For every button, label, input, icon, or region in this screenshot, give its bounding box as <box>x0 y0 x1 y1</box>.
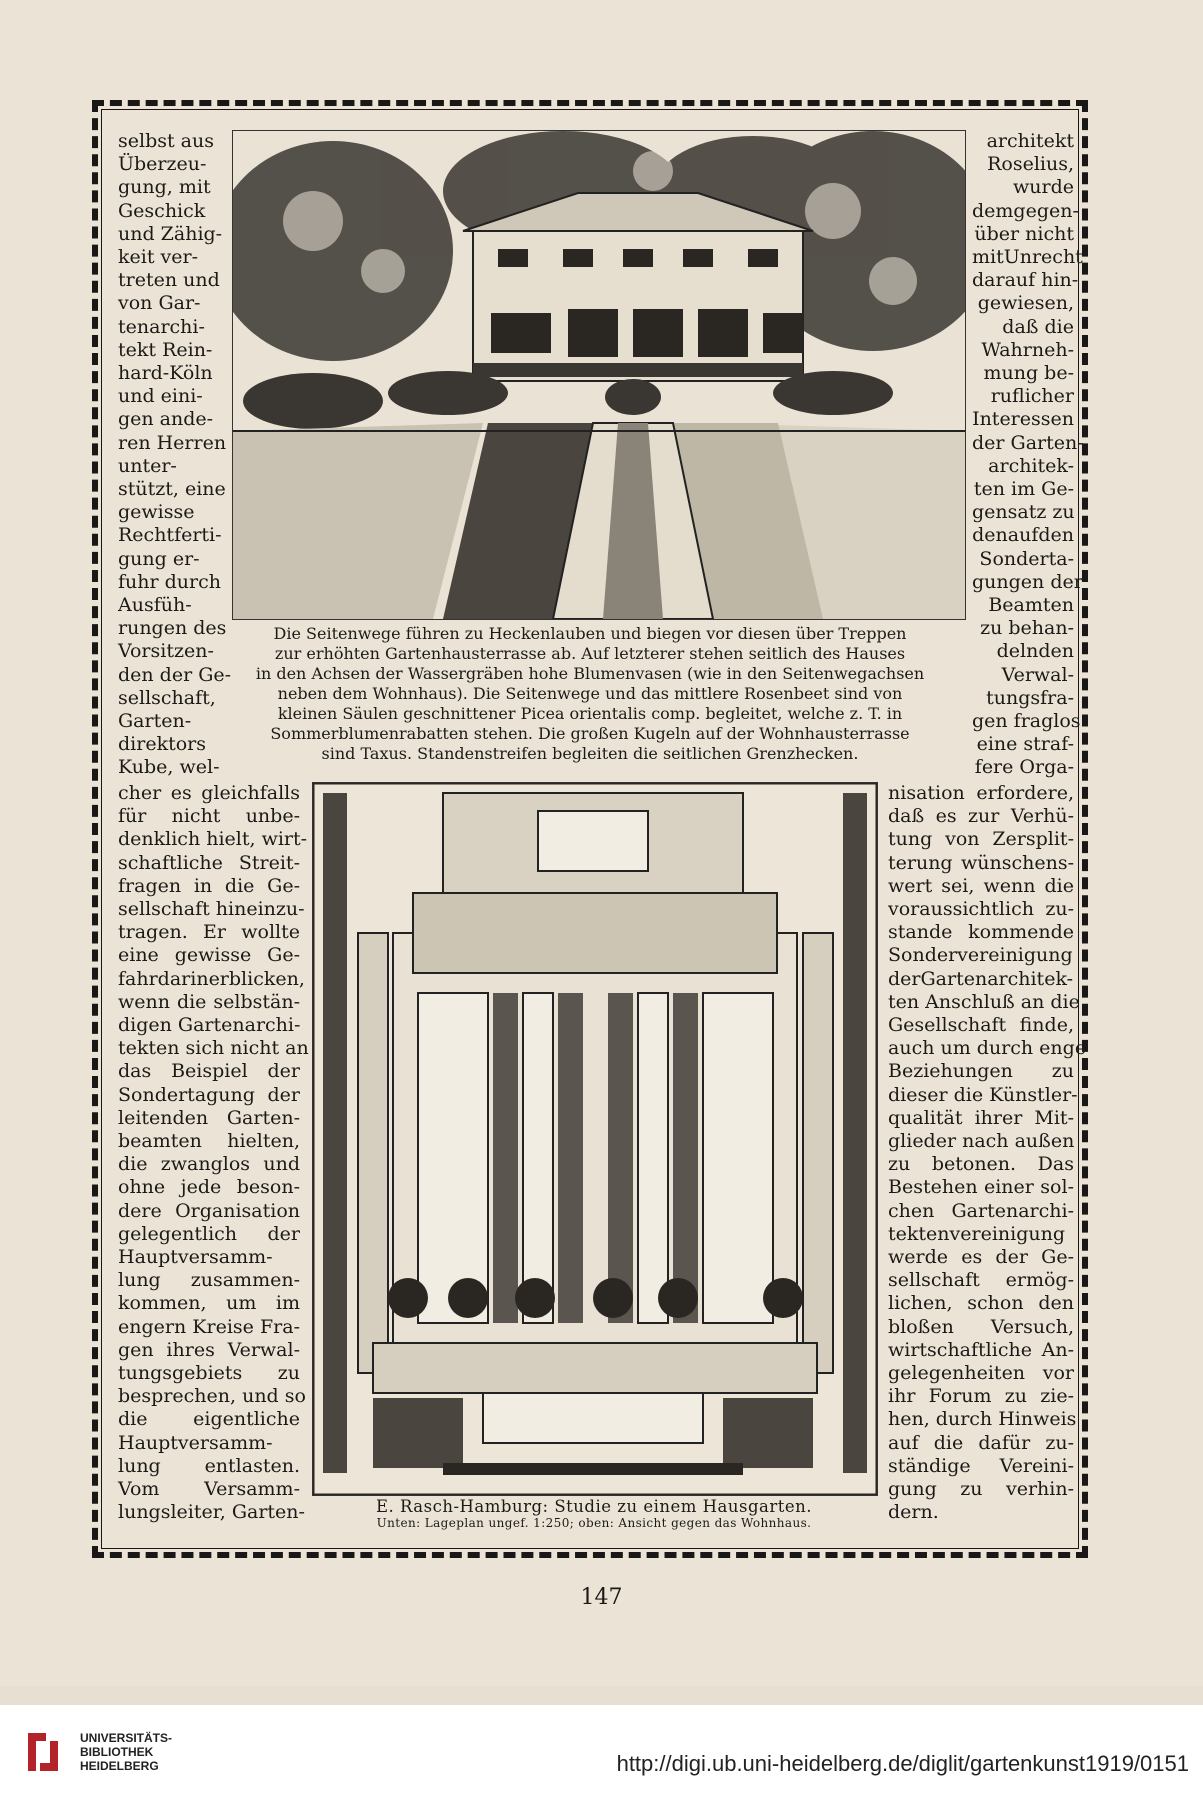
text-line: den der Ge- <box>118 663 232 686</box>
text-line: selbst aus <box>118 130 214 152</box>
text-line: Beamten <box>988 594 1074 617</box>
text-line: zu betonen. Das <box>888 1153 1074 1176</box>
text-line: Garten- <box>118 710 192 733</box>
text-line: Gesellschaft finde, <box>888 1014 1074 1037</box>
garden-plan-illustration <box>312 782 878 1496</box>
text-line: tenarchi- <box>118 315 205 338</box>
page-number: 147 <box>580 1585 623 1610</box>
text-line: gen ihres Verwal- <box>118 1338 300 1361</box>
text-line: ruflicher <box>990 385 1074 408</box>
left-column-bottom <box>118 782 309 1525</box>
text-line: und Zähig- <box>118 222 223 245</box>
text-line: hen, durch Hinweis <box>888 1408 1077 1431</box>
text-line: sellschaft hineinzu- <box>118 898 305 921</box>
text-line: Geschick <box>118 199 206 222</box>
text-line: Kube, wel- <box>118 756 220 779</box>
text-line: eine gewisse Ge- <box>118 944 300 967</box>
text-line: Rechtferti- <box>118 524 222 547</box>
text-line: gewisse <box>118 501 195 524</box>
caption-line: kleinen Säulen geschnittener Picea orientalis comp. begleitet, welche z. T. in <box>277 704 903 723</box>
text-line: fere Orga- <box>974 756 1074 779</box>
text-line: ihr Forum zu zie- <box>888 1385 1074 1408</box>
text-line: beamten hielten, <box>118 1130 300 1153</box>
library-line-1: UNIVERSITÄTS- <box>80 1731 173 1745</box>
caption-subtitle: Unten: Lageplan ungef. 1:250; oben: Ansicht gegen das Wohnhaus. <box>376 1516 812 1530</box>
text-line: leitenden Garten- <box>118 1106 300 1129</box>
text-line: unter- <box>118 454 177 477</box>
text-line: ten im Ge- <box>973 478 1074 501</box>
text-line: direktors <box>118 733 206 756</box>
text-line: Sonderta- <box>979 547 1074 570</box>
text-line: das Beispiel der <box>118 1060 300 1083</box>
text-line: daß es zur Verhü- <box>888 805 1074 828</box>
text-line: Bestehen einer sol- <box>888 1176 1074 1199</box>
text-line: wurde <box>1013 176 1074 199</box>
caption-title: E. Rasch-Hamburg: Studie zu einem Hausgarten. <box>375 1497 813 1516</box>
text-line: demgegen- <box>972 199 1079 222</box>
text-line: lichen, schon den <box>888 1292 1074 1315</box>
text-line: werde es der Ge- <box>888 1246 1074 1269</box>
text-line: dern. <box>888 1501 939 1524</box>
text-line: gensatz zu <box>972 501 1075 524</box>
text-line: architek- <box>988 454 1074 477</box>
text-line: Vom Versamm- <box>118 1478 300 1501</box>
text-line: kommen, um im <box>118 1292 300 1315</box>
text-line: gelegenheiten vor <box>888 1362 1074 1385</box>
text-line: cher es gleichfalls <box>118 782 300 804</box>
source-url-link[interactable]: http://digi.ub.uni-heidelberg.de/diglit/gartenkunst1919/0151 <box>616 1751 1189 1776</box>
left-column-top <box>118 130 232 780</box>
text-line: delnden <box>996 640 1074 663</box>
garden-perspective-illustration <box>232 130 966 620</box>
text-line: tungsgebiets zu <box>118 1362 300 1385</box>
text-line: glieder nach außen <box>888 1130 1075 1153</box>
text-line: gungen der <box>972 570 1083 593</box>
text-line: eine straf- <box>976 733 1074 756</box>
text-line: stande kommende <box>888 921 1074 944</box>
text-line: lungsleiter, Garten- <box>118 1501 305 1524</box>
text-line: die zwanglos und <box>118 1153 300 1176</box>
text-line: gewiesen, <box>977 292 1074 315</box>
text-line: dere Organisation <box>118 1199 300 1222</box>
text-line: wenn die selbstän- <box>118 990 300 1013</box>
text-line: auch um durch enge <box>888 1037 1087 1060</box>
text-line: lung zusammen- <box>118 1269 300 1292</box>
text-line: tungsfra- <box>986 686 1074 709</box>
library-line-2: BIBLIOTHEK <box>80 1745 154 1759</box>
text-line: tektenvereinigung <box>888 1222 1066 1245</box>
text-line: ohne jede beson- <box>118 1176 300 1199</box>
text-line: Roselius, <box>987 153 1074 176</box>
text-line: gelegentlich der <box>118 1222 300 1245</box>
text-line: lung entlasten. <box>118 1454 300 1477</box>
text-line: architekt <box>986 130 1074 152</box>
text-line: fahrdarinerblicken, <box>118 967 305 990</box>
text-line: wirtschaftliche An- <box>888 1338 1074 1361</box>
illustration-caption-top <box>232 624 948 764</box>
text-line: fragen in die Ge- <box>118 874 300 897</box>
text-line: auf die dafür zu- <box>888 1431 1074 1454</box>
library-line-3: HEIDELBERG <box>80 1759 159 1773</box>
caption-line: neben dem Wohnhaus). Die Seitenwege und das mittlere Rosenbeet sind von <box>277 684 903 703</box>
text-line: sellschaft ermög- <box>888 1269 1074 1292</box>
text-line: bloßen Versuch, <box>888 1315 1074 1338</box>
text-line: gen ande- <box>118 408 214 431</box>
text-line: denaufden <box>972 524 1074 547</box>
text-line: engern Kreise Fra- <box>118 1315 300 1338</box>
text-line: gung, mit <box>118 176 211 199</box>
text-line: Verwal- <box>1001 663 1074 686</box>
text-line: treten und <box>118 269 220 292</box>
text-line: Sondervereinigung <box>888 944 1073 967</box>
text-line: voraussichtlich zu- <box>888 898 1074 921</box>
text-line: daß die <box>1002 315 1074 338</box>
text-line: besprechen, und so <box>118 1385 306 1408</box>
text-line: denklich hielt, wirt- <box>118 828 308 851</box>
text-line: derGartenarchitek- <box>888 967 1074 990</box>
caption-line: zur erhöhten Gartenhausterrasse ab. Auf letzterer stehen seitlich des Hauses <box>274 644 906 663</box>
caption-line: in den Achsen der Wassergräben hohe Blumenvasen (wie in den Seitenwegachsen <box>255 664 925 683</box>
text-line: für nicht unbe- <box>118 805 300 828</box>
text-line: fuhr durch <box>118 570 221 593</box>
text-line: von Gar- <box>118 292 201 315</box>
text-line: nisation erfordere, <box>888 782 1074 804</box>
text-line: zu behan- <box>980 617 1074 640</box>
text-line: wert sei, wenn die <box>888 874 1074 897</box>
caption-line: Die Seitenwege führen zu Heckenlauben und biegen vor diesen über Treppen <box>273 624 907 643</box>
text-line: terung wünschens- <box>888 851 1074 874</box>
text-line: sellschaft, <box>118 686 216 709</box>
text-line: und eini- <box>118 385 203 408</box>
text-line: hard-Köln <box>118 362 213 385</box>
illustration-caption-bottom <box>312 1497 876 1530</box>
text-line: die eigentliche <box>118 1408 300 1431</box>
text-line: über nicht <box>974 222 1074 245</box>
text-line: gung er- <box>118 547 200 570</box>
text-line: Hauptversamm- <box>118 1431 273 1454</box>
text-line: Überzeu- <box>118 153 207 176</box>
text-line: chen Gartenarchi- <box>888 1199 1074 1222</box>
right-column-bottom <box>888 782 1087 1525</box>
text-line: stützt, eine <box>118 478 226 501</box>
library-name <box>80 1731 172 1773</box>
text-line: Sondertagung der <box>118 1083 300 1106</box>
caption-line: Sommerblumenrabatten stehen. Die großen Kugeln auf der Wohnhausterrasse <box>270 724 910 743</box>
text-line: darauf hin- <box>972 269 1079 292</box>
text-line: Interessen <box>972 408 1074 431</box>
right-column-top <box>972 130 1084 780</box>
university-library-logo-icon <box>24 1729 70 1775</box>
text-line: mitUnrecht <box>972 246 1083 269</box>
text-line: gen fraglos <box>972 710 1081 733</box>
text-line: ren Herren <box>118 431 227 454</box>
text-line: der Garten- <box>972 431 1084 454</box>
text-line: Vorsitzen- <box>118 640 214 663</box>
text-line: gung zu verhin- <box>888 1478 1074 1501</box>
text-line: Beziehungen zu <box>888 1060 1074 1083</box>
text-line: Wahrneh- <box>981 338 1074 361</box>
text-line: tragen. Er wollte <box>118 921 300 944</box>
text-line: keit ver- <box>118 246 198 269</box>
footer-bar <box>0 1705 1203 1805</box>
text-line: ten Anschluß an die <box>888 990 1080 1013</box>
text-line: mung be- <box>983 362 1074 385</box>
text-line: tung von Zersplit- <box>888 828 1074 851</box>
text-line: Hauptversamm- <box>118 1246 273 1269</box>
text-line: Ausfüh- <box>118 594 192 617</box>
text-line: dieser die Künstler- <box>888 1083 1078 1106</box>
text-line: digen Gartenarchi- <box>118 1014 301 1037</box>
text-line: schaftliche Streit- <box>118 851 300 874</box>
text-line: rungen des <box>118 617 227 640</box>
text-line: ständige Vereini- <box>888 1454 1074 1477</box>
text-line: tekt Rein- <box>118 338 213 361</box>
text-line: qualität ihrer Mit- <box>888 1106 1074 1129</box>
caption-line: sind Taxus. Standenstreifen begleiten die seitlichen Grenzhecken. <box>321 744 859 763</box>
text-line: tekten sich nicht an <box>118 1037 309 1060</box>
